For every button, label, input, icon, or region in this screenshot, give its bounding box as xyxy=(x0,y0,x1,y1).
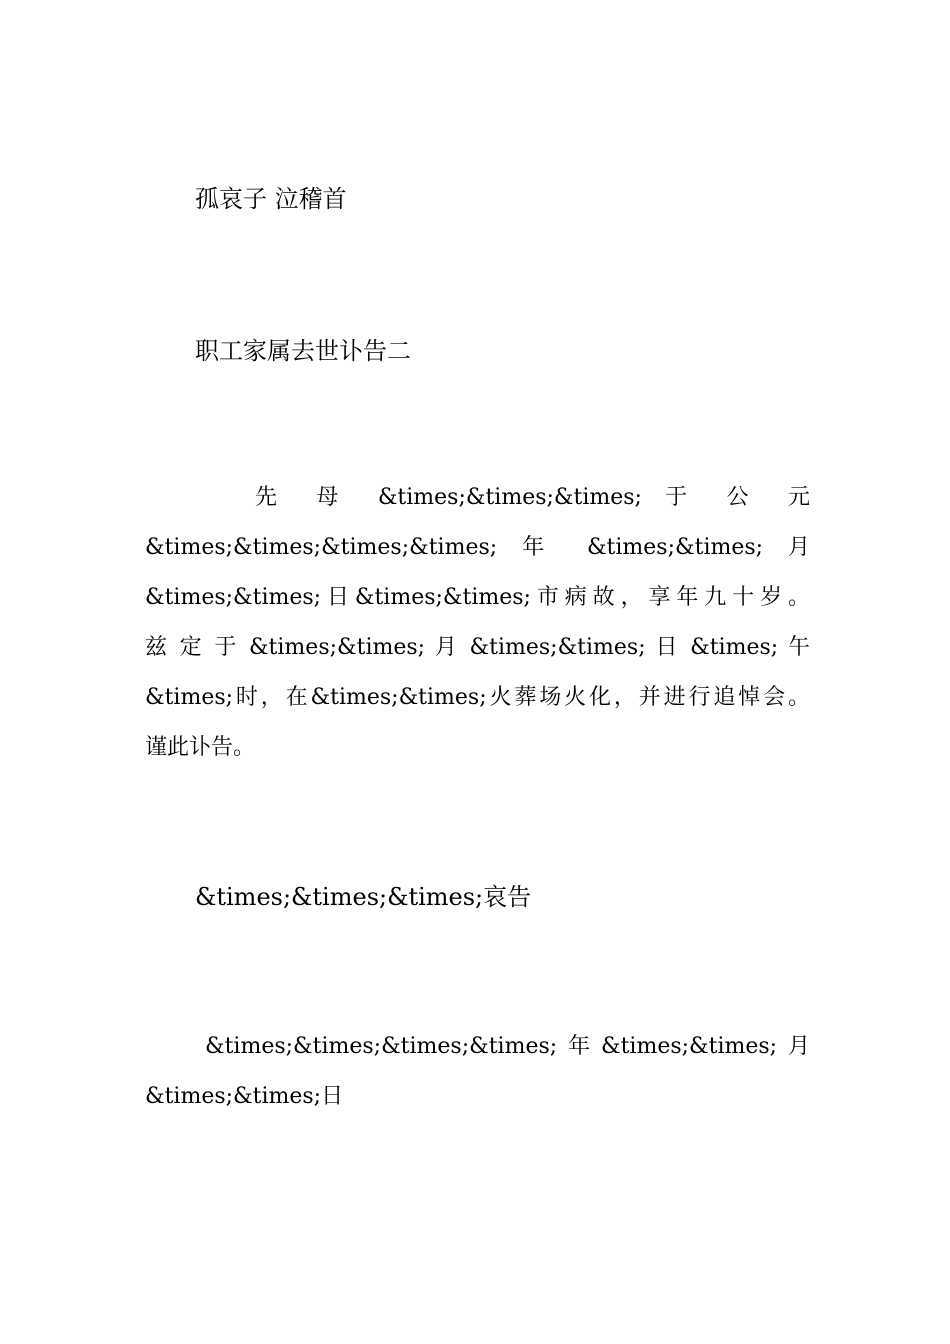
body-line: &times;&times;日&times;&times;市病故，享年九十岁。 xyxy=(145,585,810,610)
date-line: &times;&times;&times;&times;年&times;&times;月 xyxy=(205,1034,810,1059)
body-line: 谨此讣告。 xyxy=(145,735,256,760)
date-line: &times;&times;日 xyxy=(145,1084,344,1109)
notice-title: 职工家属去世讣告二 xyxy=(195,337,411,365)
notice-date xyxy=(145,1022,810,1122)
mourner-signature: 孤哀子 泣稽首 xyxy=(195,185,347,213)
body-line: 先 母 &times;&times;&times; 于 公 元 xyxy=(255,485,810,510)
notice-body xyxy=(145,473,810,773)
notice-signer: &times;&times;&times;哀告 xyxy=(195,883,532,911)
body-line: &times;&times;&times;&times; 年 &times;&times; 月 xyxy=(145,535,810,560)
body-line: &times;时，在&times;&times;火葬场火化，并进行追悼会。 xyxy=(145,685,810,710)
body-line: 兹 定 于 &times;&times; 月 &times;&times; 日 &times; 午 xyxy=(145,635,810,660)
